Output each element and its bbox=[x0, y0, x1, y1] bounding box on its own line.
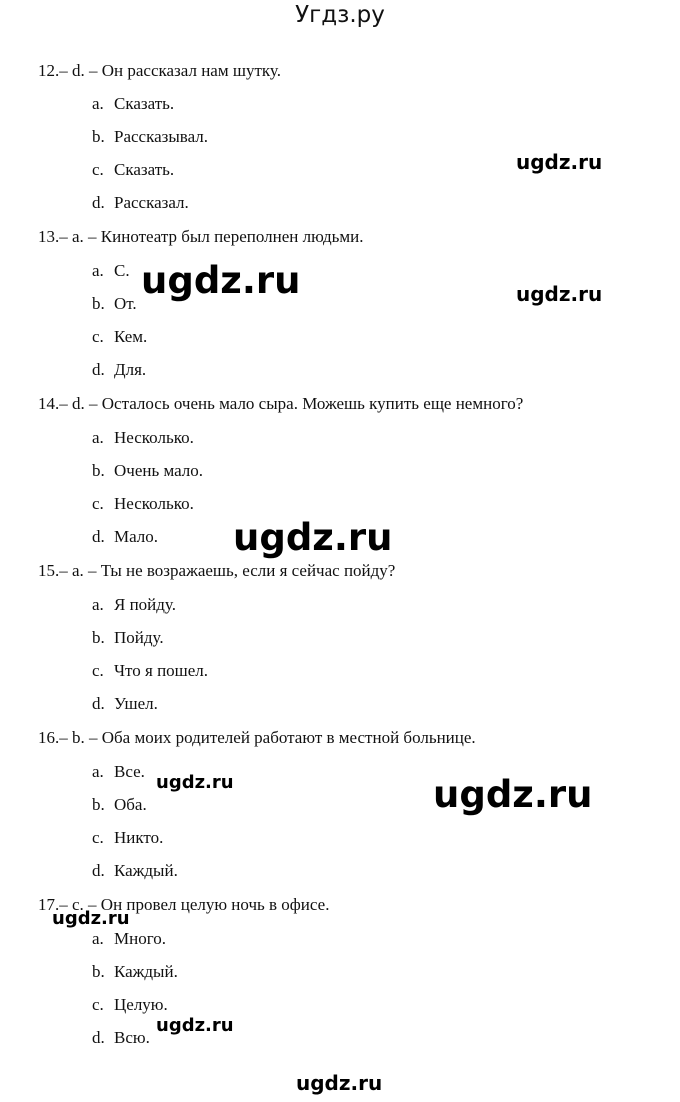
watermark: ugdz.ru bbox=[433, 773, 593, 816]
option-12b: b. Рассказывал. bbox=[92, 127, 209, 146]
option-15d: d. Ушел. bbox=[92, 694, 158, 713]
question-15: 15.– a. – Ты не возражаешь, если я сейчас пойду? bbox=[38, 561, 396, 580]
watermark: ugdz.ru bbox=[156, 1015, 234, 1036]
option-14d: d. Мало. bbox=[92, 527, 159, 546]
option-15a: a. Я пойду. bbox=[92, 595, 176, 614]
option-17b: b. Каждый. bbox=[92, 962, 178, 981]
option-17c: c. Целую. bbox=[92, 995, 168, 1014]
option-17d: d. Всю. bbox=[92, 1028, 150, 1047]
watermark: ugdz.ru bbox=[296, 1071, 383, 1095]
page-header: Угдз.ру bbox=[295, 2, 385, 28]
option-15b: b. Пойду. bbox=[92, 628, 164, 647]
option-12a: a. Сказать. bbox=[92, 94, 175, 113]
option-16b: b. Оба. bbox=[92, 795, 147, 814]
question-13: 13.– a. – Кинотеатр был переполнен людьми. bbox=[38, 227, 364, 246]
watermark: ugdz.ru bbox=[156, 772, 234, 793]
option-16d: d. Каждый. bbox=[92, 861, 178, 880]
watermark: ugdz.ru bbox=[52, 908, 130, 929]
option-13b: b. От. bbox=[92, 294, 137, 313]
question-14: 14.– d. – Осталось очень мало сыра. Можешь купить еще немного? bbox=[38, 394, 524, 413]
option-14c: c. Несколько. bbox=[92, 494, 194, 513]
watermark: ugdz.ru bbox=[141, 259, 301, 302]
option-14a: a. Несколько. bbox=[92, 428, 194, 447]
watermark: ugdz.ru bbox=[516, 150, 603, 174]
watermark: ugdz.ru bbox=[233, 516, 393, 559]
option-16a: a. Все. bbox=[92, 762, 145, 781]
option-16c: c. Никто. bbox=[92, 828, 164, 847]
option-14b: b. Очень мало. bbox=[92, 461, 204, 480]
question-16: 16.– b. – Оба моих родителей работают в местной больнице. bbox=[38, 728, 476, 747]
option-12d: d. Рассказал. bbox=[92, 193, 189, 212]
question-17: 17.– c. – Он провел целую ночь в офисе. bbox=[38, 895, 330, 914]
option-13a: a. С. bbox=[92, 261, 130, 280]
question-12: 12.– d. – Он рассказал нам шутку. bbox=[38, 61, 281, 80]
watermark: ugdz.ru bbox=[516, 282, 603, 306]
option-13c: c. Кем. bbox=[92, 327, 148, 346]
option-12c: c. Сказать. bbox=[92, 160, 175, 179]
option-17a: a. Много. bbox=[92, 929, 167, 948]
option-15c: c. Что я пошел. bbox=[92, 661, 209, 680]
option-13d: d. Для. bbox=[92, 360, 147, 379]
